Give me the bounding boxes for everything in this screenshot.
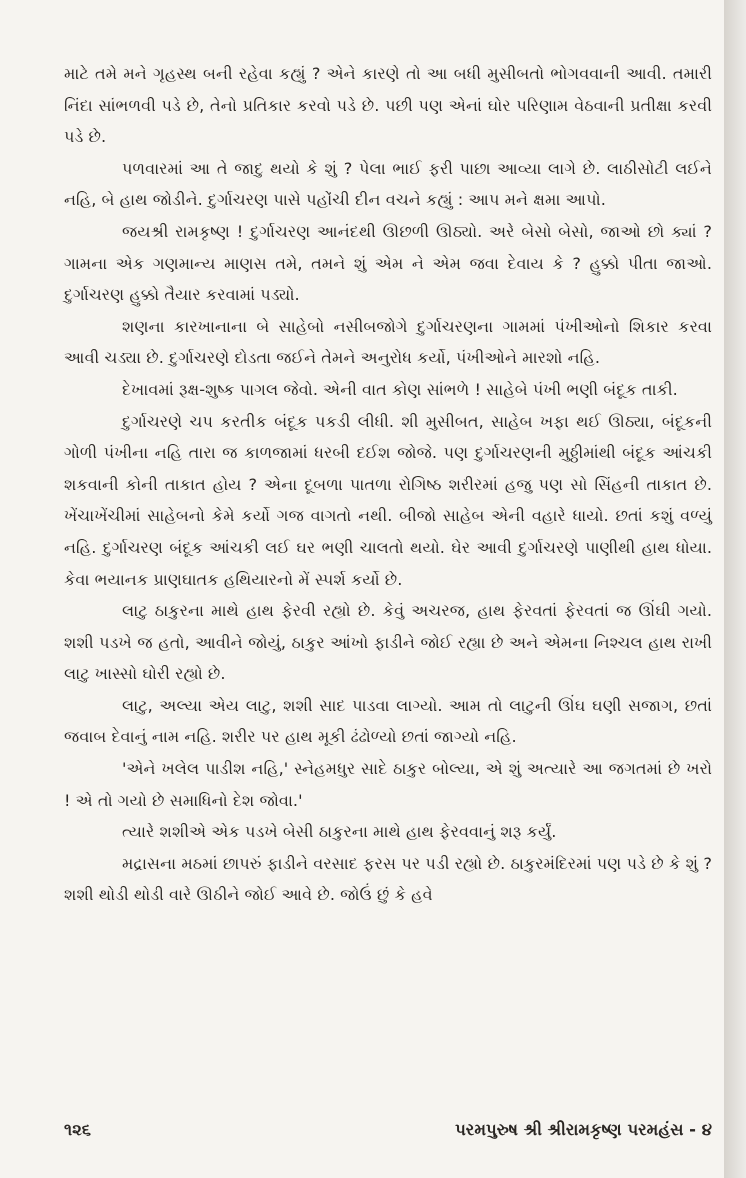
- paragraph-2: પળવારમાં આ તે જાદુ થયો કે શું ? પેલા ભાઈ ફરી પાછા આવ્યા લાગે છે. લાઠીસોટી લઈને નહિ, બે હાથ જોડીને. દુર્ગાચરણ પાસે પહોંચી દીન વચને કહ્યું : આપ મને ક્ષમા આપો.: [64, 158, 712, 210]
- paragraph-1: માટે તમે મને ગૃહસ્થ બની રહેવા કહ્યું ? એને કારણે તો આ બધી મુસીબતો ભોગવવાની આવી. તમારી નિંદા સાંભળવી પડે છે, તેનો પ્રતિકાર કરવો પડે છે. પછી પણ એનાં ઘોર પરિણામ વેઠવાની પ્રતીક્ષા કરવી પડે છે.: [64, 64, 712, 147]
- body-text: [64, 58, 712, 911]
- paragraph-10: ત્યારે શશીએ એક પડખે બેસી ઠાકુરના માથે હાથ ફેરવવાનું શરૂ કર્યું.: [122, 822, 557, 842]
- paragraph-6: દુર્ગાચરણે ચપ કરતીક બંદૂક પકડી લીધી. શી મુસીબત, સાહેબ ખફા થઈ ઊઠ્યા, બંદૂકની ગોળી પંખીના નહિ તારા જ કાળજામાં ધરબી દઈશ જોજે. પણ દુર્ગાચરણની મુઠ્ઠીમાંથી બંદૂક આંચકી શકવાની કોની તાકાત હોય ? એના દૂબળા પાતળા રોગિષ્ઠ શરીરમાં હજુ પણ સો સિંહની તાકાત છે. ખેંચાખેંચીમાં સાહેબનો કેમે કર્યો ગજ વાગતો નથી. બીજો સાહેબ એની વહારે ધાયો. છતાં કશું વળ્યું નહિ. દુર્ગાચરણ બંદૂક આંચકી લઈ ઘર ભણી ચાલતો થયો. ઘેર આવી દુર્ગાચરણે પાણીથી હાથ ધોયા. કેવા ભયાનક પ્રાણઘાતક હથિયારનો મેં સ્પર્શ કર્યો છે.: [64, 411, 712, 589]
- paragraph-3: જયશ્રી રામકૃષ્ણ ! દુર્ગાચરણ આનંદથી ઊછળી ઊઠ્યો. અરે બેસો બેસો, જાઓ છો ક્યાં ? ગામના એક ગણમાન્ય માણસ તમે, તમને શું એમ ને એમ જવા દેવાય કે ? હુક્કો પીતા જાઓ. દુર્ગાચરણ હુક્કો તૈયાર કરવામાં પડ્યો.: [64, 221, 712, 305]
- paragraph-9: 'એને ખલેલ પાડીશ નહિ,' સ્નેહમધુર સાદે ઠાકુર બોલ્યા, એ શું અત્યારે આ જગતમાં છે ખરો ! એ તો ગયો છે સમાધિનો દેશ જોવા.': [64, 759, 712, 810]
- paragraph-4: શણના કારખાનાના બે સાહેબો નસીબજોગે દુર્ગાચરણના ગામમાં પંખીઓનો શિકાર કરવા આવી ચડ્યા છે. દુર્ગાચરણે દોડતા જઈને તેમને અનુરોધ કર્યો, પંખીઓને મારશો નહિ.: [64, 316, 712, 368]
- page-number: ૧૨૬: [64, 1120, 92, 1139]
- running-title: પરમપુરુષ શ્રી શ્રીરામકૃષ્ણ પરમહંસ - ૪: [455, 1120, 712, 1139]
- paragraph-7: લાટુ ઠાકુરના માથે હાથ ફેરવી રહ્યો છે. કેવું અચરજ, હાથ ફેરવતાં ફેરવતાં જ ઊંઘી ગયો. શશી પડખે જ હતો, આવીને જોયું, ઠાકુર આંખો ફાડીને જોઈ રહ્યા છે અને એમના નિશ્ચલ હાથ રાખી લાટુ ખાસ્સો ઘોરી રહ્યો છે.: [64, 601, 712, 684]
- paragraph-8: લાટુ, અલ્યા એય લાટુ, શશી સાદ પાડવા લાગ્યો. આમ તો લાટુની ઊંઘ ઘણી સજાગ, છતાં જવાબ દેવાનું નામ નહિ. શરીર પર હાથ મૂકી ઢંઢોળ્યો છતાં જાગ્યો નહિ.: [64, 695, 712, 747]
- paragraph-11: મદ્રાસના મઠમાં છાપરું ફાડીને વરસાદ ફરસ પર પડી રહ્યો છે. ઠાકુરમંદિરમાં પણ પડે છે કે શું ? શશી થોડી થોડી વારે ઊઠીને જોઈ આવે છે. જોઉં છું કે હવે: [64, 853, 712, 905]
- paragraph-5: દેખાવમાં રૂક્ષ-શુષ્ક પાગલ જેવો. એની વાત કોણ સાંભળે ! સાહેબે પંખી ભણી બંદૂક તાકી.: [122, 379, 678, 399]
- page-edge: [724, 0, 746, 1178]
